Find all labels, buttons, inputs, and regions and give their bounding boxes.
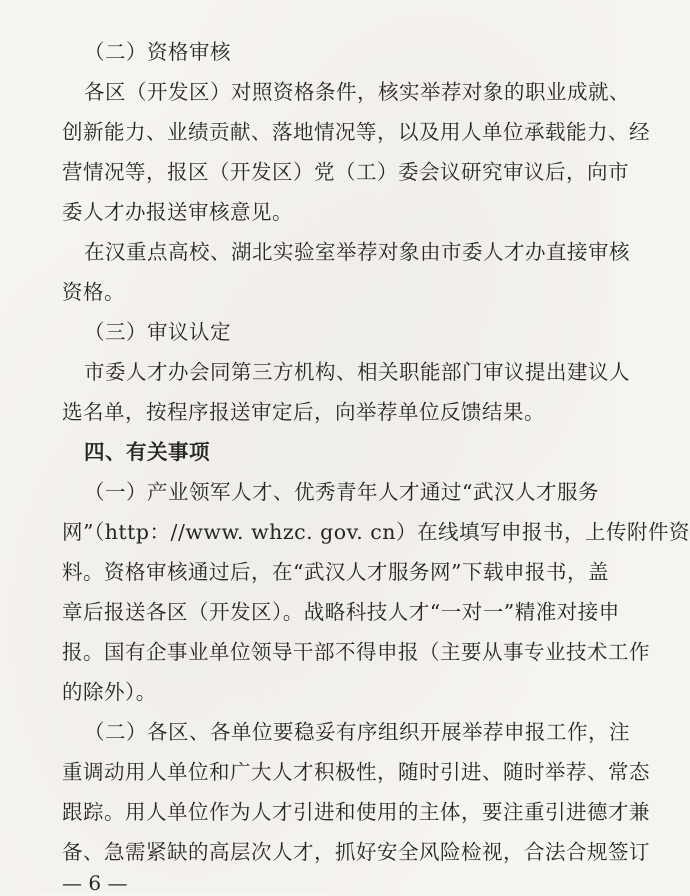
paragraph-line: 市委人才办会同第三方机构、相关职能部门审议提出建议人: [84, 360, 630, 384]
paragraph-line: 各区（开发区）对照资格条件，核实举荐对象的职业成就、: [84, 80, 630, 104]
paragraph-line: 资格。: [62, 280, 125, 304]
paragraph-line: 营情况等，报区（开发区）党（工）委会议研究审议后，向市: [62, 160, 629, 184]
paragraph-line: 料。资格审核通过后，在“武汉人才服务网”下载申报书，盖: [62, 560, 609, 584]
paragraph-line: 选名单，按程序报送审定后，向举荐单位反馈结果。: [62, 400, 545, 424]
paragraph-line: 在汉重点高校、湖北实验室举荐对象由市委人才办直接审核: [84, 240, 630, 264]
page-number: — 6 —: [62, 871, 128, 895]
heading-deliberation: （三）审议认定: [84, 320, 231, 344]
heading-qualification-review: （二）资格审核: [84, 40, 231, 64]
paragraph-line: （二）各区、各单位要稳妥有序组织开展举荐申报工作，注: [84, 720, 630, 744]
paragraph-line: 章后报送各区（开发区）。战略科技人才“一对一”精准对接申: [62, 600, 620, 624]
paragraph-line: 报。国有企事业单位领导干部不得申报（主要从事专业技术工作: [62, 640, 650, 664]
paragraph-line: 备、急需紧缺的高层次人才，抓好安全风险检视，合法合规签订: [62, 840, 650, 864]
paragraph-line: 的除外）。: [62, 680, 157, 704]
paragraph-line: 网”（http：//www. whzc. gov. cn）在线填写申报书，上传附件资: [62, 520, 690, 544]
section-four-heading: 四、有关事项: [84, 440, 210, 464]
paragraph-line: （一）产业领军人才、优秀青年人才通过“武汉人才服务: [84, 480, 599, 504]
paragraph-line: 委人才办报送审核意见。: [62, 200, 293, 224]
paragraph-line: 跟踪。用人单位作为人才引进和使用的主体，要注重引进德才兼: [62, 800, 650, 824]
paragraph-line: 重调动用人单位和广大人才积极性，随时引进、随时举荐、常态: [62, 760, 650, 784]
paragraph-line: 创新能力、业绩贡献、落地情况等，以及用人单位承载能力、经: [62, 120, 650, 144]
